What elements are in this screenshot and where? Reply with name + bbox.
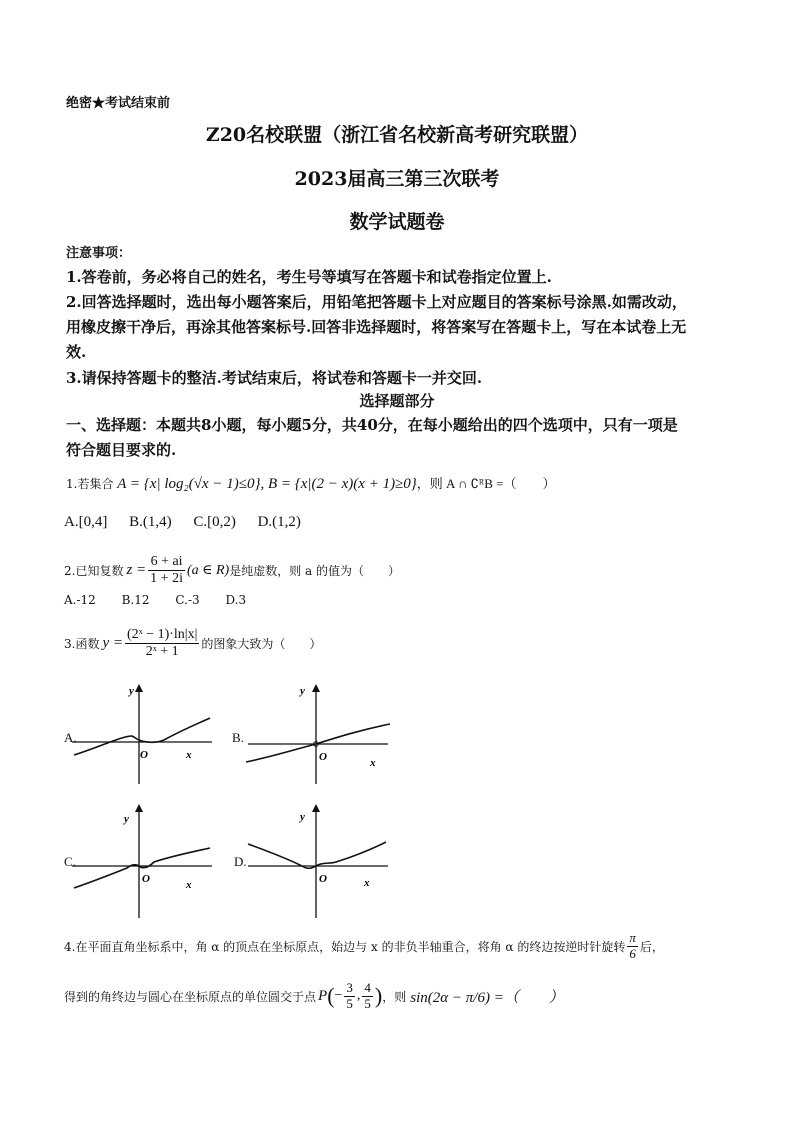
q1-set-a: A = {x| log₂(√x − 1)≤0} xyxy=(117,476,261,492)
q3-graph-c[interactable] xyxy=(72,800,222,920)
q1-options xyxy=(64,514,301,531)
q3-numerator: (2ˣ − 1)·ln|x| xyxy=(126,627,198,643)
notes-heading: 注意事项： xyxy=(66,246,132,261)
q4-line-2: 得到的角终边与圆心在坐标原点的单位圆交于点 xyxy=(64,989,317,1004)
q1-set-b: , B = {x|(2 − x)(x + 1)≥0} xyxy=(260,476,417,492)
q3-graph-a-origin: O xyxy=(140,749,148,761)
q3-graph-c-y: y xyxy=(124,813,129,825)
q1-prefix: 1.若集合 xyxy=(66,477,114,491)
notes-item-1: 1.答卷前，务必将自己的姓名，考生号等填写在答题卡和试卷指定位置上. xyxy=(66,268,552,286)
q3-denominator: 2ˣ + 1 xyxy=(145,643,179,659)
q4-rotation-fraction xyxy=(627,931,638,961)
q2-condition: (a ∈ R) xyxy=(186,562,230,578)
q3-suffix: 的图象大致为（ ） xyxy=(201,636,322,651)
q2-option-c[interactable]: C.-3 xyxy=(175,593,200,607)
q3-graph-d-x: x xyxy=(364,877,370,889)
q4-point-comma: , xyxy=(356,988,361,1003)
q4-expression: sin(2α − π/6) =（ ） xyxy=(410,989,564,1006)
q4-line-1: 4.在平面直角坐标系中，角 α 的顶点在坐标原点，始边与 x 的非负半轴重合，将角 α 的终边按逆时针旋转 xyxy=(64,939,626,954)
q3-prefix: 3.函数 xyxy=(64,636,100,651)
q4-point-x-den: 5 xyxy=(346,995,353,1011)
q2-prefix: 2.已知复数 xyxy=(64,563,124,578)
notes-item-2-line-3: 效. xyxy=(66,343,87,361)
notes-item-2-line-2: 用橡皮擦干净后，再涂其他答案标号.回答非选择题时，将答案写在答题卡上，写在本试卷上无 xyxy=(66,318,687,336)
q3-graph-c-x: x xyxy=(186,879,192,891)
q1-option-c[interactable]: C.[0,2) xyxy=(193,514,236,530)
q3-graph-b-y: y xyxy=(300,685,305,697)
q3-graph-d[interactable] xyxy=(240,800,395,920)
q1-suffix: ，则 A ∩ ∁ᴿB =（ ） xyxy=(416,476,556,491)
q3-option-b-label[interactable]: B. xyxy=(232,730,244,745)
q4-rotation-den: 6 xyxy=(629,945,636,961)
q3-y-label: y = xyxy=(102,634,123,651)
q3-graph-a-x: x xyxy=(186,749,192,761)
secret-label: 绝密★考试结束前 xyxy=(66,96,171,111)
q4-point-y xyxy=(362,981,373,1011)
q3-graph-a[interactable] xyxy=(72,680,222,785)
q4-point-y-den: 5 xyxy=(364,995,371,1011)
q2-denominator: 1 + 2i xyxy=(150,570,183,586)
q4-point-x xyxy=(344,981,355,1011)
q2-options xyxy=(64,593,246,607)
q2-option-d[interactable]: D.3 xyxy=(225,593,247,607)
exam-subtitle: 2023届高三第三次联考 xyxy=(294,168,500,190)
q4-line-1-end: 后， xyxy=(639,939,664,954)
exam-title: Z20名校联盟（浙江省名校新高考研究联盟） xyxy=(205,124,589,146)
q4-point-close: ) xyxy=(374,983,383,1008)
q4-point-minus: − xyxy=(334,988,343,1003)
q4-point-x-num: 3 xyxy=(346,980,353,996)
q4-point-open: ( xyxy=(327,983,335,1008)
q4-point-label: P xyxy=(318,987,328,1004)
q2-fraction xyxy=(148,554,185,586)
question-1 xyxy=(66,473,555,493)
section-intro-line-2: 符合题目要求的. xyxy=(66,441,177,459)
q3-graph-b-x: x xyxy=(370,757,376,769)
q2-z-label: z = xyxy=(126,561,147,578)
q4-point-y-num: 4 xyxy=(364,980,371,996)
q3-option-d-label[interactable]: D. xyxy=(234,854,247,869)
question-2 xyxy=(64,550,400,590)
q2-option-b[interactable]: B.12 xyxy=(121,593,150,607)
q2-suffix: 是纯虚数，则 a 的值为（ ） xyxy=(229,563,401,578)
q3-graph-a-y: y xyxy=(129,685,134,697)
q3-graph-c-origin: O xyxy=(142,873,150,885)
q3-option-c-label[interactable]: C. xyxy=(64,854,76,869)
section-title: 选择题部分 xyxy=(359,392,435,410)
q3-graph-d-origin: O xyxy=(319,873,327,885)
q3-graph-d-y: y xyxy=(300,811,305,823)
notes-item-2-line-1: 2.回答选择题时，选出每小题答案后，用铅笔把答题卡上对应题目的答案标号涂黑.如需改动， xyxy=(66,293,687,311)
q3-option-a-label[interactable]: A. xyxy=(64,730,77,745)
question-4-line-1 xyxy=(64,926,664,966)
q1-option-b[interactable]: B.(1,4) xyxy=(129,514,172,530)
q1-option-d[interactable]: D.(1,2) xyxy=(257,514,301,530)
q1-option-a[interactable]: A.[0,4] xyxy=(64,514,108,530)
q4-rotation-num: π xyxy=(629,930,636,946)
q2-option-a[interactable]: A.-12 xyxy=(64,593,96,607)
q3-graph-b[interactable] xyxy=(240,680,395,785)
question-4-line-2 xyxy=(64,976,564,1016)
notes-item-3: 3.请保持答题卡的整洁.考试结束后，将试卷和答题卡一并交回. xyxy=(66,369,483,387)
q4-then: ，则 xyxy=(382,989,407,1004)
question-3 xyxy=(64,620,321,666)
q3-graph-b-origin: O xyxy=(319,751,327,763)
q3-fraction xyxy=(125,627,199,659)
section-intro-line-1: 一、选择题：本题共8小题，每小题5分，共40分，在每小题给出的四个选项中，只有一项是 xyxy=(66,416,678,434)
paper-title: 数学试题卷 xyxy=(349,211,445,233)
q2-numerator: 6 + ai xyxy=(148,554,185,570)
